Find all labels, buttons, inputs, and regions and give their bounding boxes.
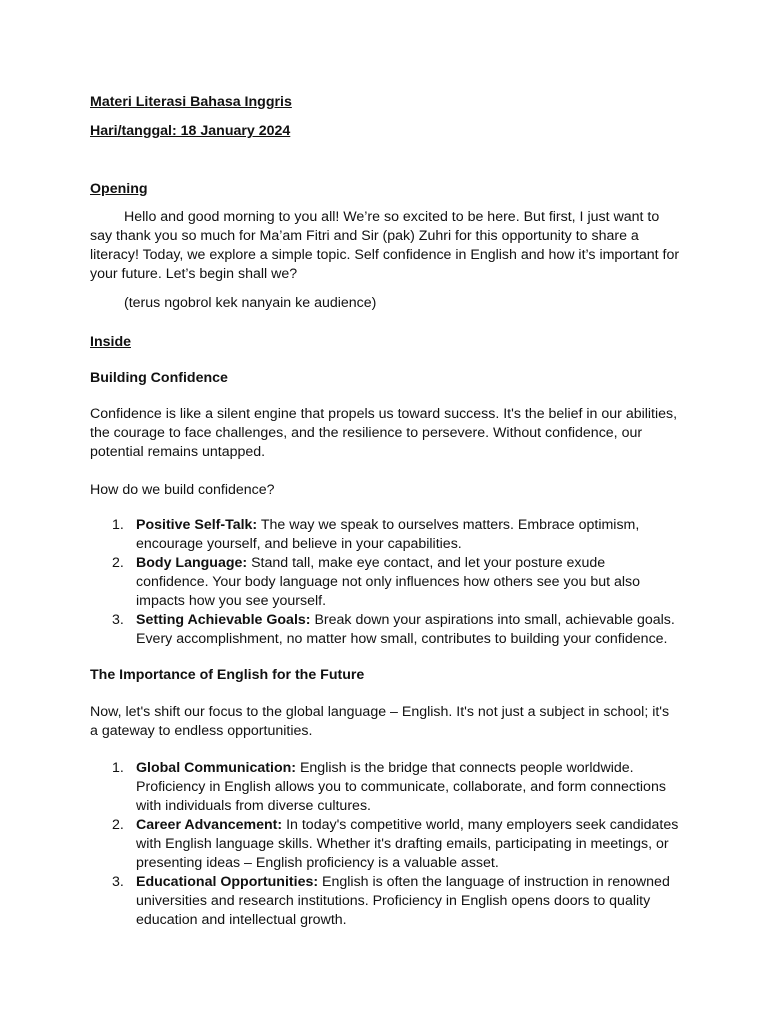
list-item-text: English is often the language of instruction in renowned universities and research institutions. Proficiency in English opens doors to quality education and intellectual growth.	[136, 874, 670, 928]
list-item-text: Break down your aspirations into small, achievable goals. Every accomplishment, no matter how small, contributes to building your confidence.	[136, 612, 675, 647]
opening-paragraph: Hello and good morning to you all! We’re so excited to be here. But first, I just want to say thank you so much for Ma’am Fitri and Sir (pak) Zuhri for this opportunity to share a literacy! Today, we explore a simple topic. Self confidence in English and how it’s important for your future. Let’s begin shall we?	[90, 209, 680, 282]
list-number: 2.	[112, 555, 124, 571]
list-item	[90, 516, 680, 554]
list-item-term: Setting Achievable Goals:	[136, 612, 311, 628]
list-item-term: Career Advancement:	[136, 817, 283, 833]
list-number: 3.	[112, 874, 124, 890]
inside-heading: Inside	[90, 334, 131, 350]
list-item-text: Stand tall, make eye contact, and let your posture exude confidence. Your body language not only influences how others see you but also impacts how you see yourself.	[136, 555, 641, 609]
list-item-text: The way we speak to ourselves matters. Embrace optimism, encourage yourself, and believe in your capabilities.	[136, 517, 640, 552]
list-number: 1.	[112, 517, 124, 533]
list-number: 1.	[112, 760, 124, 776]
document-date: Hari/tanggal: 18 January 2024	[90, 123, 291, 139]
list-item	[90, 873, 680, 930]
list-item	[90, 759, 680, 816]
english-importance-heading: The Importance of English for the Future	[90, 667, 365, 683]
building-confidence-intro: Confidence is like a silent engine that propels us toward success. It's the belief in our abilities, the courage to face challenges, and the resilience to persevere. Without confidence, our potential remains untapped.	[90, 406, 678, 460]
list-item	[90, 816, 680, 873]
list-number: 2.	[112, 817, 124, 833]
opening-heading: Opening	[90, 181, 148, 197]
building-confidence-question: How do we build confidence?	[90, 482, 275, 498]
english-importance-list	[90, 759, 680, 930]
list-item	[90, 554, 680, 611]
list-item-text: English is the bridge that connects people worldwide. Proficiency in English allows you to communicate, collaborate, and form connections with individuals from diverse cultures.	[136, 760, 666, 814]
list-number: 3.	[112, 612, 124, 628]
document-title: Materi Literasi Bahasa Inggris	[90, 94, 292, 110]
list-item-text: In today's competitive world, many employers seek candidates with English language skills. Whether it's drafting emails, participating in meetings, or presenting ideas – English proficiency is a valuable asset.	[136, 817, 679, 871]
building-confidence-list	[90, 516, 680, 649]
building-confidence-heading: Building Confidence	[90, 370, 228, 386]
list-item-term: Global Communication:	[136, 760, 297, 776]
list-item	[90, 611, 680, 649]
list-item-term: Positive Self-Talk:	[136, 517, 258, 533]
opening-note: (terus ngobrol kek nanyain ke audience)	[124, 295, 377, 311]
english-importance-intro: Now, let's shift our focus to the global language – English. It's not just a subject in school; it's a gateway to endless opportunities.	[90, 704, 670, 739]
list-item-term: Body Language:	[136, 555, 248, 571]
list-item-term: Educational Opportunities:	[136, 874, 319, 890]
